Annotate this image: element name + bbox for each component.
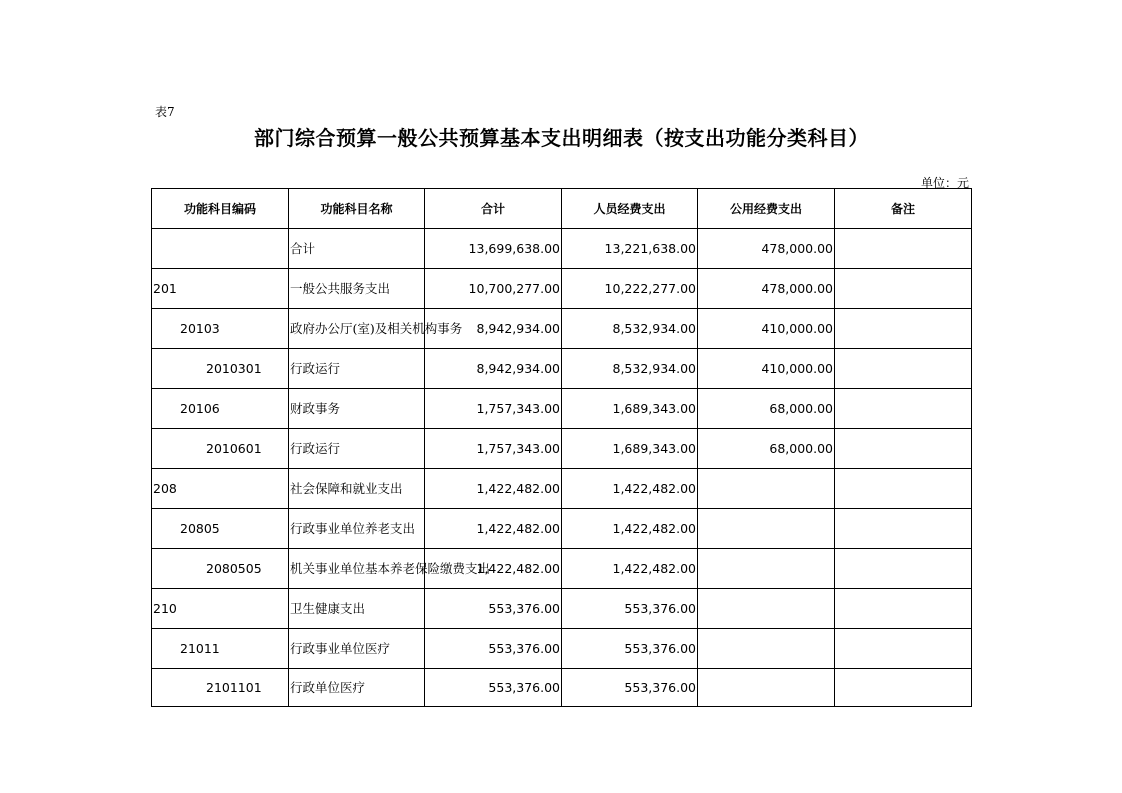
cell-name: 社会保障和就业支出 (289, 469, 425, 509)
cell-remarks (835, 549, 972, 589)
cell-name: 行政运行 (289, 349, 425, 389)
table-row (152, 589, 972, 629)
cell-name: 一般公共服务支出 (289, 269, 425, 309)
cell-remarks (835, 389, 972, 429)
cell-remarks (835, 589, 972, 629)
table-row (152, 349, 972, 389)
budget-table (151, 188, 972, 707)
cell-total: 8,942,934.00 (425, 309, 562, 349)
table-row (152, 269, 972, 309)
cell-remarks (835, 469, 972, 509)
cell-remarks (835, 669, 972, 707)
cell-code: 208 (152, 469, 289, 509)
cell-personnel: 1,689,343.00 (562, 429, 698, 469)
cell-total: 553,376.00 (425, 589, 562, 629)
cell-remarks (835, 309, 972, 349)
cell-code: 2010601 (152, 429, 289, 469)
cell-personnel: 8,532,934.00 (562, 309, 698, 349)
cell-total: 553,376.00 (425, 669, 562, 707)
cell-public: 478,000.00 (698, 269, 835, 309)
cell-total: 1,757,343.00 (425, 389, 562, 429)
table-row (152, 389, 972, 429)
cell-code (152, 229, 289, 269)
cell-personnel: 1,422,482.00 (562, 469, 698, 509)
cell-personnel: 1,422,482.00 (562, 549, 698, 589)
table-row (152, 229, 972, 269)
cell-remarks (835, 349, 972, 389)
table-header-row (152, 189, 972, 229)
cell-name: 政府办公厅(室)及相关机构事务 (289, 309, 425, 349)
cell-public (698, 589, 835, 629)
header-personnel: 人员经费支出 (562, 189, 698, 229)
cell-total: 10,700,277.00 (425, 269, 562, 309)
cell-total: 1,422,482.00 (425, 549, 562, 589)
cell-code: 2101101 (152, 669, 289, 707)
unit-label: 单位：元 (920, 176, 969, 190)
cell-name: 财政事务 (289, 389, 425, 429)
cell-code: 210 (152, 589, 289, 629)
cell-personnel: 13,221,638.00 (562, 229, 698, 269)
cell-total: 13,699,638.00 (425, 229, 562, 269)
table-row (152, 549, 972, 589)
page-title: 部门综合预算一般公共预算基本支出明细表（按支出功能分类科目） (254, 126, 869, 150)
header-name: 功能科目名称 (289, 189, 425, 229)
cell-public (698, 509, 835, 549)
cell-code: 2010301 (152, 349, 289, 389)
cell-total: 553,376.00 (425, 629, 562, 669)
table-row (152, 309, 972, 349)
header-total: 合计 (425, 189, 562, 229)
table-number: 表7 (155, 105, 175, 119)
cell-total: 1,422,482.00 (425, 509, 562, 549)
cell-code: 20106 (152, 389, 289, 429)
cell-code: 201 (152, 269, 289, 309)
cell-public: 478,000.00 (698, 229, 835, 269)
table-row (152, 629, 972, 669)
cell-public (698, 629, 835, 669)
cell-personnel: 1,422,482.00 (562, 509, 698, 549)
cell-public (698, 469, 835, 509)
cell-public: 410,000.00 (698, 309, 835, 349)
header-public: 公用经费支出 (698, 189, 835, 229)
cell-public (698, 669, 835, 707)
cell-name: 行政事业单位医疗 (289, 629, 425, 669)
table-row (152, 469, 972, 509)
cell-public: 68,000.00 (698, 389, 835, 429)
cell-total: 1,422,482.00 (425, 469, 562, 509)
cell-personnel: 553,376.00 (562, 669, 698, 707)
header-code: 功能科目编码 (152, 189, 289, 229)
cell-personnel: 1,689,343.00 (562, 389, 698, 429)
cell-personnel: 553,376.00 (562, 589, 698, 629)
cell-personnel: 10,222,277.00 (562, 269, 698, 309)
cell-code: 20103 (152, 309, 289, 349)
cell-name: 行政事业单位养老支出 (289, 509, 425, 549)
cell-total: 1,757,343.00 (425, 429, 562, 469)
cell-name: 机关事业单位基本养老保险缴费支出 (289, 549, 425, 589)
cell-code: 2080505 (152, 549, 289, 589)
table-row (152, 669, 972, 707)
cell-remarks (835, 269, 972, 309)
table-row (152, 509, 972, 549)
cell-name: 合计 (289, 229, 425, 269)
cell-code: 20805 (152, 509, 289, 549)
header-remarks: 备注 (835, 189, 972, 229)
table-row (152, 429, 972, 469)
cell-remarks (835, 429, 972, 469)
cell-public: 410,000.00 (698, 349, 835, 389)
cell-personnel: 8,532,934.00 (562, 349, 698, 389)
cell-name: 卫生健康支出 (289, 589, 425, 629)
cell-public: 68,000.00 (698, 429, 835, 469)
cell-total: 8,942,934.00 (425, 349, 562, 389)
cell-name: 行政单位医疗 (289, 669, 425, 707)
cell-remarks (835, 509, 972, 549)
cell-personnel: 553,376.00 (562, 629, 698, 669)
cell-public (698, 549, 835, 589)
cell-remarks (835, 229, 972, 269)
cell-remarks (835, 629, 972, 669)
cell-name: 行政运行 (289, 429, 425, 469)
cell-code: 21011 (152, 629, 289, 669)
